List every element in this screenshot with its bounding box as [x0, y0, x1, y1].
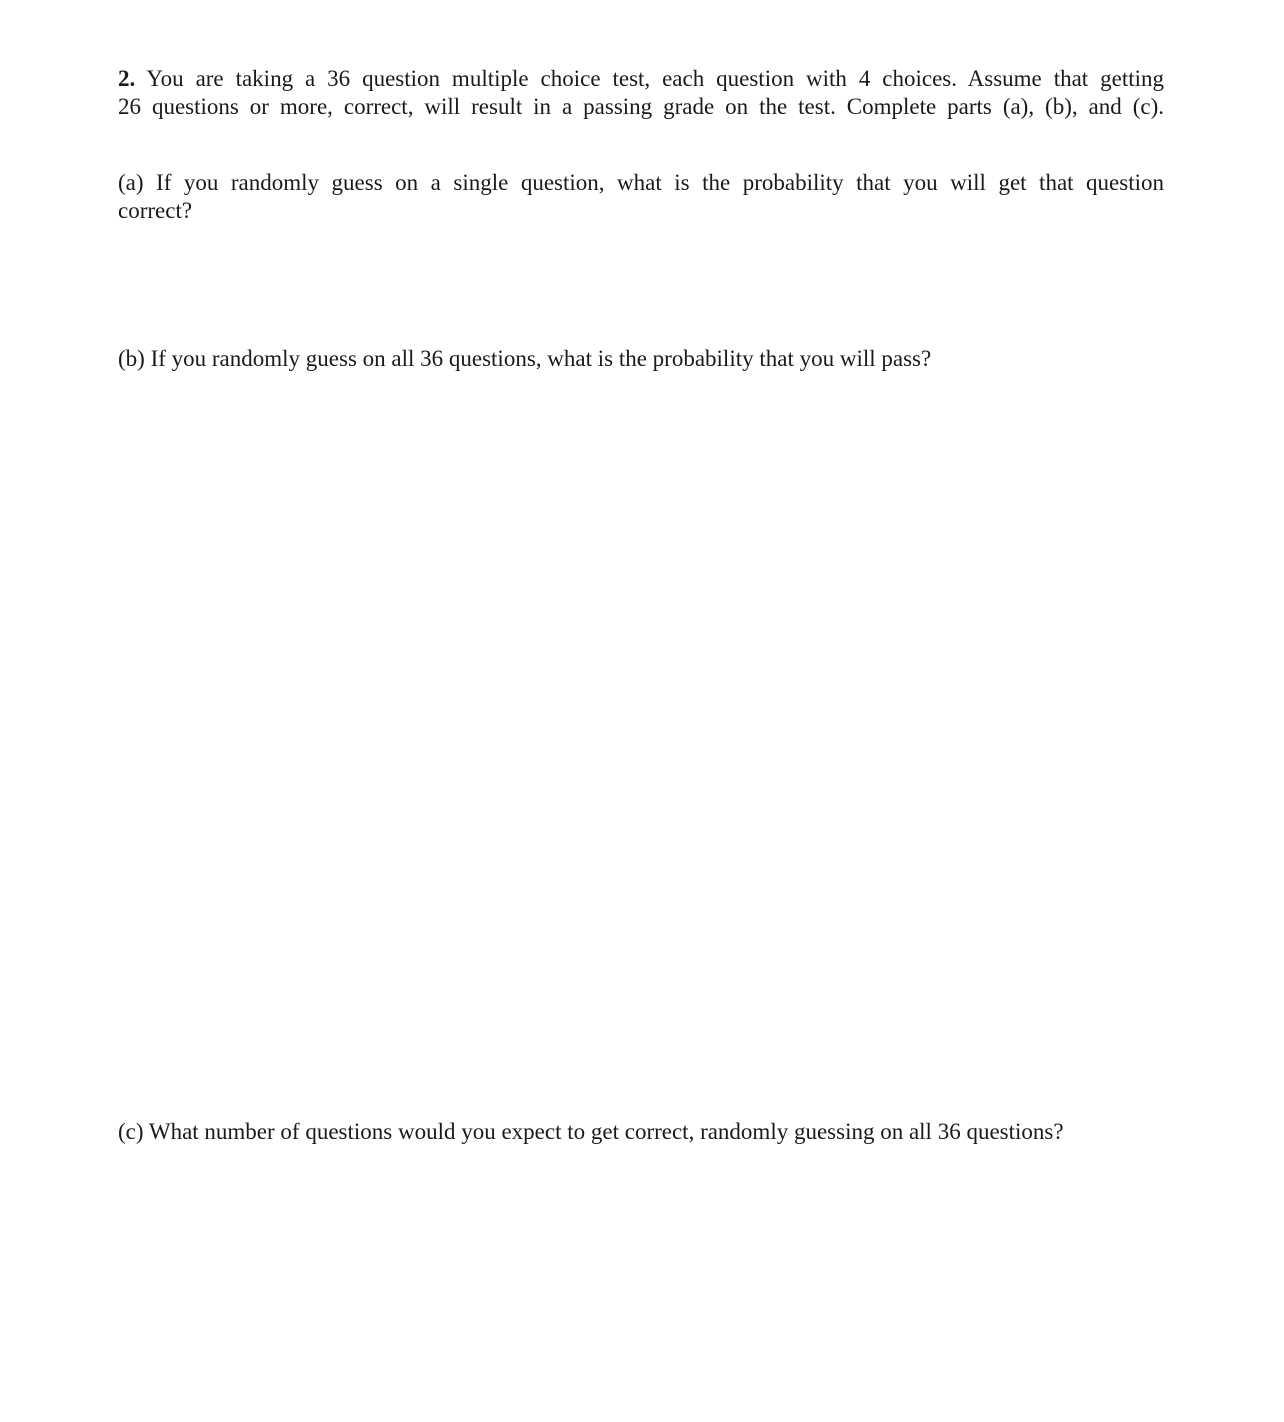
- part-c-text: (c) What number of questions would you expect to get correct, randomly guessing on all 36 questions?: [118, 1119, 1064, 1144]
- question-intro-line-1: [118, 65, 1164, 93]
- question-intro-line-2: 26 questions or more, correct, will result in a passing grade on the test. Complete parts (a), (b), and (c).: [118, 94, 1164, 119]
- part-b: [118, 345, 1164, 373]
- part-c: [118, 1118, 1164, 1146]
- part-a-line-1: (a) If you randomly guess on a single question, what is the probability that you will get that question: [118, 170, 1164, 195]
- question-number: 2.: [118, 66, 136, 91]
- part-a: [118, 169, 1164, 225]
- part-b-text: (b) If you randomly guess on all 36 questions, what is the probability that you will pass?: [118, 346, 932, 371]
- question-intro: [118, 65, 1164, 121]
- question-intro-text-1: You are taking a 36 question multiple choice test, each question with 4 choices. Assume that getting: [146, 66, 1164, 91]
- part-a-line-2: correct?: [118, 198, 193, 223]
